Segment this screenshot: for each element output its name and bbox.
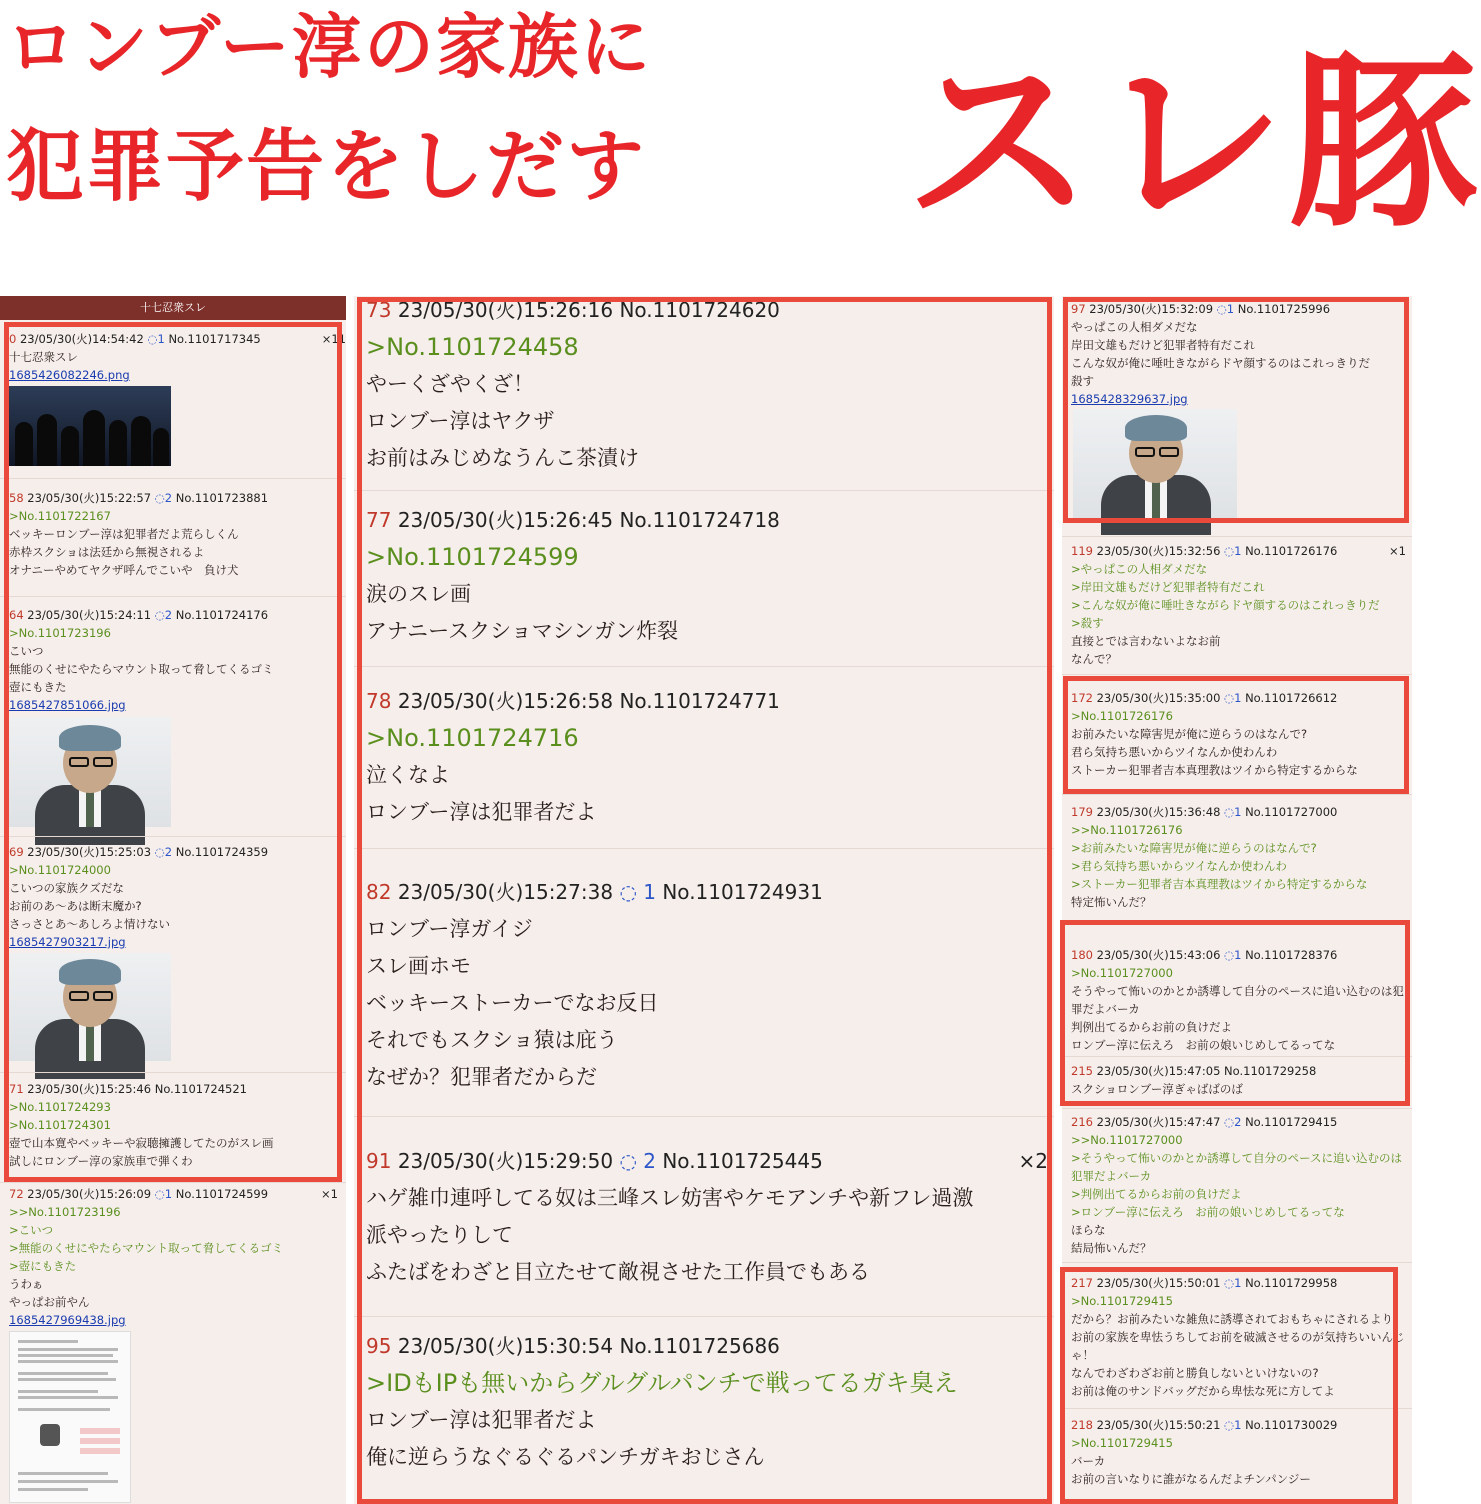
post <box>354 683 1054 831</box>
post-header <box>9 606 346 624</box>
quote-line[interactable]: >壺にもきた <box>9 1259 77 1273</box>
post-header <box>366 1328 1054 1365</box>
post-id[interactable]: No.1101724359 <box>175 845 269 859</box>
post-header <box>1071 803 1412 821</box>
speech-bubble-icon[interactable]: ◌ <box>154 491 165 505</box>
speech-bubble-icon[interactable]: ◌ <box>619 880 637 904</box>
quote-line[interactable]: >No.1101724458 <box>366 333 579 361</box>
post-number: 172 <box>1071 691 1093 705</box>
post-line: ハゲ雑巾連呼してる奴は三峰スレ妨害やケモアンチや新フレ過激 <box>366 1186 974 1210</box>
right-thread-panel <box>1062 296 1412 1504</box>
quote-line[interactable]: >無能のくせにやたらマウント取って脅してくるゴミ <box>9 1241 284 1255</box>
post-line: お前のあ〜あは断末魔か? <box>9 899 142 913</box>
post-id[interactable]: No.1101727000 <box>1245 805 1338 819</box>
post-id[interactable]: No.1101725686 <box>619 1334 780 1358</box>
post-line: 君ら気持ち悪いからツイなんか使わんわ <box>1071 745 1278 759</box>
post-id[interactable]: No.1101728376 <box>1245 948 1338 962</box>
post-id[interactable]: No.1101724931 <box>662 880 823 904</box>
reply-count[interactable]: 1 <box>1234 544 1242 558</box>
post-number: 69 <box>9 845 24 859</box>
post-line: 岸田文雄もだけど犯罪者特有だこれ <box>1071 338 1255 352</box>
post-date: 23/05/30(火)15:25:46 <box>27 1082 152 1096</box>
reply-count[interactable]: 1 <box>1234 1418 1242 1432</box>
quote-line[interactable]: >No.1101726176 <box>1071 709 1173 723</box>
post-line: なんでわざわざお前と勝負しないといけないの? <box>1071 1366 1319 1380</box>
quote-line[interactable]: >>No.1101723196 <box>9 1205 121 1219</box>
post <box>0 843 346 951</box>
post-id[interactable]: No.1101725996 <box>1237 302 1331 316</box>
post-id[interactable]: No.1101724599 <box>175 1187 269 1201</box>
post <box>354 874 1054 1096</box>
post-date: 23/05/30(火)15:30:54 <box>397 1334 614 1358</box>
multiplier: ×11 <box>321 332 346 346</box>
post-number: 97 <box>1071 302 1086 316</box>
post-id[interactable]: No.1101726612 <box>1245 691 1338 705</box>
post-line: ほらな <box>1071 1223 1106 1237</box>
post-line: ベッキーロンブー淳は犯罪者だよ荒らしくん <box>9 527 239 541</box>
file-link[interactable]: 1685427903217.jpg <box>9 935 126 949</box>
file-link[interactable]: 1685427851066.jpg <box>9 698 126 712</box>
post-line: ゃ！ <box>1071 1348 1094 1362</box>
post <box>1062 1113 1412 1257</box>
post-line: 罪だよバーカ <box>1071 1002 1140 1016</box>
post-date: 23/05/30(火)15:26:58 <box>397 689 614 713</box>
post-header <box>9 843 346 861</box>
post-line: オナニーやめてヤクザ呼んでこいや 負け犬 <box>9 563 239 577</box>
reply-count[interactable]: 2 <box>643 1149 656 1173</box>
post-number: 218 <box>1071 1418 1093 1432</box>
quote-line[interactable]: >No.1101724293 <box>9 1100 111 1114</box>
post-id[interactable]: No.1101729415 <box>1245 1115 1338 1129</box>
post-number: 64 <box>9 608 24 622</box>
quote-line[interactable]: >こんな奴が俺に唾吐きながらドヤ顔するのはこれっきりだ <box>1071 598 1380 612</box>
post-line: 赤枠スクショは法廷から無視されるよ <box>9 545 205 559</box>
post-date: 23/05/30(火)14:54:42 <box>19 332 144 346</box>
quote-line[interactable]: >ストーカー犯罪者吉本真理教はツイから特定するからな <box>1071 877 1368 891</box>
portrait-thumbnail[interactable] <box>9 953 171 1061</box>
speech-bubble-icon[interactable]: ◌ <box>1224 1276 1235 1290</box>
file-link[interactable]: 1685428329637.jpg <box>1071 392 1188 406</box>
post <box>354 502 1054 650</box>
post-header <box>9 489 346 507</box>
post-id[interactable]: No.1101724620 <box>619 298 780 322</box>
quote-line[interactable]: >君ら気持ち悪いからツイなんか使わんわ <box>1071 859 1287 873</box>
quote-line[interactable]: >No.1101722167 <box>9 509 111 523</box>
post-line: スレ画ホモ <box>366 954 471 978</box>
post-line: なぜか？犯罪者だからだ <box>366 1065 597 1089</box>
post-number: 73 <box>366 298 392 322</box>
post-line: 壺にもきた <box>9 680 67 694</box>
post-date: 23/05/30(火)15:22:57 <box>27 491 152 505</box>
post-line: 殺す <box>1071 374 1094 388</box>
post-line: お前は俺のサンドバッグだから卑怯な死に方してよ <box>1071 1384 1335 1398</box>
post-line: こんな奴が俺に唾吐きながらドヤ顔するのはこれっきりだ <box>1071 356 1370 370</box>
post <box>1062 946 1412 1054</box>
post-header <box>366 502 1054 539</box>
post-date: 23/05/30(火)15:26:45 <box>397 508 614 532</box>
post <box>1062 1416 1412 1488</box>
reply-count[interactable]: 1 <box>643 880 656 904</box>
group-photo-thumbnail[interactable] <box>9 386 171 466</box>
post-header <box>9 1185 346 1203</box>
post-line: アナニースクショマシンガン炸裂 <box>366 619 679 643</box>
post <box>1062 1274 1412 1400</box>
title-line-2: 犯罪予告をしだす <box>6 122 647 212</box>
post-id[interactable]: No.1101724521 <box>154 1082 247 1096</box>
speech-bubble-icon[interactable]: ◌ <box>154 845 165 859</box>
post-date: 23/05/30(火)15:43:06 <box>1096 948 1221 962</box>
post <box>1062 689 1412 779</box>
post-line: ロンブー淳は犯罪者だよ <box>366 1408 597 1432</box>
post-number: 216 <box>1071 1115 1093 1129</box>
quote-line[interactable]: >>No.1101726176 <box>1071 823 1183 837</box>
post-line: ロンブー淳はヤクザ <box>366 409 555 433</box>
quote-line[interactable]: >お前みたいな障害児が俺に逆らうのはなんで? <box>1071 841 1317 855</box>
post-id[interactable]: No.1101729958 <box>1245 1276 1338 1290</box>
multiplier: ×1 <box>1389 544 1406 558</box>
post-date: 23/05/30(火)15:29:50 <box>397 1149 614 1173</box>
post <box>0 1185 346 1329</box>
post-line: ストーカー犯罪者吉本真理教はツイから特定するからな <box>1071 763 1358 777</box>
quote-line[interactable]: >こいつ <box>9 1223 54 1237</box>
post-line: 十七忍衆スレ <box>9 350 78 364</box>
quote-line[interactable]: >No.1101729415 <box>1071 1294 1173 1308</box>
post-header <box>366 1143 1054 1180</box>
post-line: お前はみじめなうんこ茶漬け <box>366 446 639 470</box>
post <box>1062 803 1412 911</box>
quote-line[interactable]: >>No.1101727000 <box>1071 1133 1183 1147</box>
post-date: 23/05/30(火)15:50:21 <box>1096 1418 1221 1432</box>
post-id[interactable]: No.1101726176 <box>1245 544 1338 558</box>
post-number: 179 <box>1071 805 1093 819</box>
post-date: 23/05/30(火)15:27:38 <box>397 880 614 904</box>
speech-bubble-icon[interactable]: ◌ <box>1224 1115 1235 1129</box>
post-header <box>366 874 1054 911</box>
speech-bubble-icon[interactable]: ◌ <box>619 1149 637 1173</box>
reply-count[interactable]: 1 <box>1234 805 1242 819</box>
post-number: 217 <box>1071 1276 1093 1290</box>
quote-line[interactable]: >No.1101724301 <box>9 1118 111 1132</box>
post-line: やっぱお前やん <box>9 1295 90 1309</box>
post-id[interactable]: No.1101724718 <box>619 508 780 532</box>
post-number: 58 <box>9 491 24 505</box>
post-header <box>1071 946 1412 964</box>
post-date: 23/05/30(火)15:26:16 <box>397 298 614 322</box>
post-line: こいつ <box>9 644 44 658</box>
post-id[interactable]: No.1101724771 <box>619 689 780 713</box>
post-line: そうやって怖いのかとか誘導して自分のペースに追い込むのは犯 <box>1071 984 1404 998</box>
quote-line[interactable]: 犯罪だよバーカ <box>1071 1169 1152 1183</box>
post-id[interactable]: No.1101730029 <box>1245 1418 1338 1432</box>
quote-line[interactable]: >殺す <box>1071 616 1104 630</box>
reply-count[interactable]: 1 <box>1234 1276 1242 1290</box>
post-line: だから？お前みたいな雑魚に誘導されておもちゃにされるより <box>1071 1312 1393 1326</box>
post-line: スクショロンブー淳ぎゃばばのば <box>1071 1082 1243 1096</box>
post-line: 泣くなよ <box>366 763 450 787</box>
post-line: バーカ <box>1071 1454 1106 1468</box>
post-line: 試しにロンブー淳の家族車で弾くわ <box>9 1154 193 1168</box>
avatar <box>40 1424 60 1446</box>
post-number: 119 <box>1071 544 1093 558</box>
reply-count[interactable]: 1 <box>1226 302 1235 316</box>
post-line: 壺で山本寛やベッキーや寂聴擁護してたのがスレ画 <box>9 1136 274 1150</box>
file-link[interactable]: 1685427969438.jpg <box>9 1313 126 1327</box>
post-date: 23/05/30(火)15:32:56 <box>1096 544 1221 558</box>
post-date: 23/05/30(火)15:24:11 <box>27 608 152 622</box>
post-line: お前みたいな障害児が俺に逆らうのはなんで? <box>1071 727 1308 741</box>
post-date: 23/05/30(火)15:26:09 <box>27 1187 152 1201</box>
post-line: ロンブー淳は犯罪者だよ <box>366 800 597 824</box>
post-number: 180 <box>1071 948 1093 962</box>
speech-bubble-icon[interactable]: ◌ <box>154 608 165 622</box>
post-line: ロンブー淳に伝えろ お前の娘いじめしてるってな <box>1071 1038 1336 1052</box>
post-header <box>366 292 1054 329</box>
quote-line[interactable]: >No.1101724599 <box>366 543 579 571</box>
post-id[interactable]: No.1101724176 <box>175 608 269 622</box>
post-line: なんで？ <box>1071 652 1117 666</box>
post-date: 23/05/30(火)15:32:09 <box>1089 302 1214 316</box>
middle-thread-panel <box>354 296 1054 1504</box>
left-thread-panel <box>0 296 346 1504</box>
post-number: 215 <box>1071 1064 1093 1078</box>
quote-line[interactable]: >岸田文雄もだけど犯罪者特有だこれ <box>1071 580 1265 594</box>
post-header <box>1071 542 1412 560</box>
quote-line[interactable]: >No.1101723196 <box>9 626 111 640</box>
post <box>354 1328 1054 1476</box>
reply-count[interactable]: 1 <box>1234 691 1242 705</box>
post-line: 涙のスレ画 <box>366 582 471 606</box>
post-line: お前の家族を卑怯うちしてお前を破滅させるのが気持ちいいんじ <box>1071 1330 1405 1344</box>
speech-bubble-icon[interactable]: ◌ <box>1224 805 1235 819</box>
post-header <box>1071 1274 1412 1292</box>
post-number: 77 <box>366 508 392 532</box>
post-number: 0 <box>9 332 17 346</box>
post-date: 23/05/30(火)15:25:03 <box>27 845 152 859</box>
file-link[interactable]: 1685426082246.png <box>9 368 130 382</box>
post-header <box>1071 1416 1412 1434</box>
post-line: それでもスクショ猿は庇う <box>366 1028 618 1052</box>
multiplier: ×2 <box>1018 1149 1048 1173</box>
post-line: うわぁ <box>9 1277 44 1291</box>
post <box>354 1143 1054 1291</box>
post-header <box>1071 1113 1412 1131</box>
post-number: 82 <box>366 880 392 904</box>
quote-line[interactable]: >判例出てるからお前の負けだよ <box>1071 1187 1242 1201</box>
portrait-thumbnail[interactable] <box>1073 409 1237 519</box>
post <box>1062 1062 1412 1098</box>
speech-bubble-icon[interactable]: ◌ <box>1224 544 1235 558</box>
speech-bubble-icon[interactable]: ◌ <box>1224 948 1235 962</box>
post <box>354 292 1054 477</box>
post-line: 無能のくせにやたらマウント取って脅してくるゴミ <box>9 662 274 676</box>
post-line: やっぱこの人相ダメだな <box>1071 320 1198 334</box>
post-id[interactable]: No.1101729258 <box>1224 1064 1317 1078</box>
reply-count[interactable]: 1 <box>164 1187 173 1201</box>
reply-count[interactable]: 1 <box>1234 948 1242 962</box>
reply-count[interactable]: 1 <box>157 332 165 346</box>
reply-count[interactable]: 2 <box>1234 1115 1242 1129</box>
post-line: 判例出てるからお前の負けだよ <box>1071 1020 1232 1034</box>
speech-bubble-icon[interactable]: ◌ <box>147 332 158 346</box>
post-line: やーくざやくざ！ <box>366 372 534 396</box>
post-line: こいつの家族クズだな <box>9 881 124 895</box>
post-line: お前の言いなりに誰がなるんだよチンパンジー <box>1071 1472 1311 1486</box>
post-header <box>9 1080 346 1098</box>
post <box>0 606 346 714</box>
reply-count[interactable]: 2 <box>164 845 173 859</box>
post-number: 95 <box>366 1334 392 1358</box>
reply-count[interactable]: 2 <box>164 491 173 505</box>
multiplier: ×1 <box>321 1187 338 1201</box>
reply-count[interactable]: 2 <box>164 608 173 622</box>
post-date: 23/05/30(火)15:47:05 <box>1096 1064 1221 1078</box>
post-header <box>1071 300 1412 318</box>
post-id[interactable]: No.1101725445 <box>662 1149 823 1173</box>
post-line: 特定怖いんだ？ <box>1071 895 1152 909</box>
post-header <box>1071 1062 1412 1080</box>
post-id[interactable]: No.1101717345 <box>168 332 261 346</box>
post-number: 72 <box>9 1187 24 1201</box>
post-date: 23/05/30(火)15:36:48 <box>1096 805 1221 819</box>
post <box>0 489 346 579</box>
post-date: 23/05/30(火)15:50:01 <box>1096 1276 1221 1290</box>
title-big: スレ豚 <box>905 34 1481 253</box>
post-number: 71 <box>9 1082 24 1096</box>
screenshot-thumbnail[interactable] <box>9 1331 131 1503</box>
quote-line[interactable]: >ロンブー淳に伝えろ お前の娘いじめしてるってな <box>1071 1205 1345 1219</box>
post-line: 結局怖いんだ？ <box>1071 1241 1152 1255</box>
quote-line[interactable]: >No.1101727000 <box>1071 966 1173 980</box>
post-header <box>9 330 346 348</box>
quote-line[interactable]: >そうやって怖いのかとか誘導して自分のペースに追い込むのは <box>1071 1151 1403 1165</box>
post-line: 直接とでは言わないよなお前 <box>1071 634 1221 648</box>
post-line: 派やったりして <box>366 1223 513 1247</box>
post-date: 23/05/30(火)15:47:47 <box>1096 1115 1221 1129</box>
portrait-thumbnail[interactable] <box>9 717 171 827</box>
post-number: 78 <box>366 689 392 713</box>
post <box>1062 542 1412 668</box>
post <box>1062 300 1412 408</box>
post-line: 俺に逆らうなぐるぐるパンチガキおじさん <box>366 1445 765 1469</box>
post-header <box>1071 689 1412 707</box>
quote-line[interactable]: >やっぱこの人相ダメだな <box>1071 562 1208 576</box>
thread-title-bar: 十七忍衆スレ <box>0 296 346 320</box>
quote-line[interactable]: >No.1101729415 <box>1071 1436 1173 1450</box>
title-line-1: ロンブー淳の家族に <box>6 6 652 88</box>
post-line: ロンブー淳ガイジ <box>366 917 533 941</box>
post-line: さっさとあ〜あしろよ情けない <box>9 917 170 931</box>
post <box>0 1080 346 1170</box>
quote-line[interactable]: >IDもIPも無いからグルグルパンチで戦ってるガキ臭え <box>366 1369 958 1397</box>
quote-line[interactable]: >No.1101724716 <box>366 724 579 752</box>
quote-line[interactable]: >No.1101724000 <box>9 863 111 877</box>
post-date: 23/05/30(火)15:35:00 <box>1096 691 1221 705</box>
post-line: ふたばをわざと目立たせて敵視させた工作員でもある <box>366 1260 870 1284</box>
post-number: 91 <box>366 1149 392 1173</box>
speech-bubble-icon[interactable]: ◌ <box>1216 302 1227 316</box>
speech-bubble-icon[interactable]: ◌ <box>1224 691 1235 705</box>
post-line: ベッキーストーカーでなお反日 <box>366 991 659 1015</box>
speech-bubble-icon[interactable]: ◌ <box>1224 1418 1235 1432</box>
post-id[interactable]: No.1101723881 <box>175 491 269 505</box>
speech-bubble-icon[interactable]: ◌ <box>154 1187 165 1201</box>
post <box>0 330 346 384</box>
post-header <box>366 683 1054 720</box>
